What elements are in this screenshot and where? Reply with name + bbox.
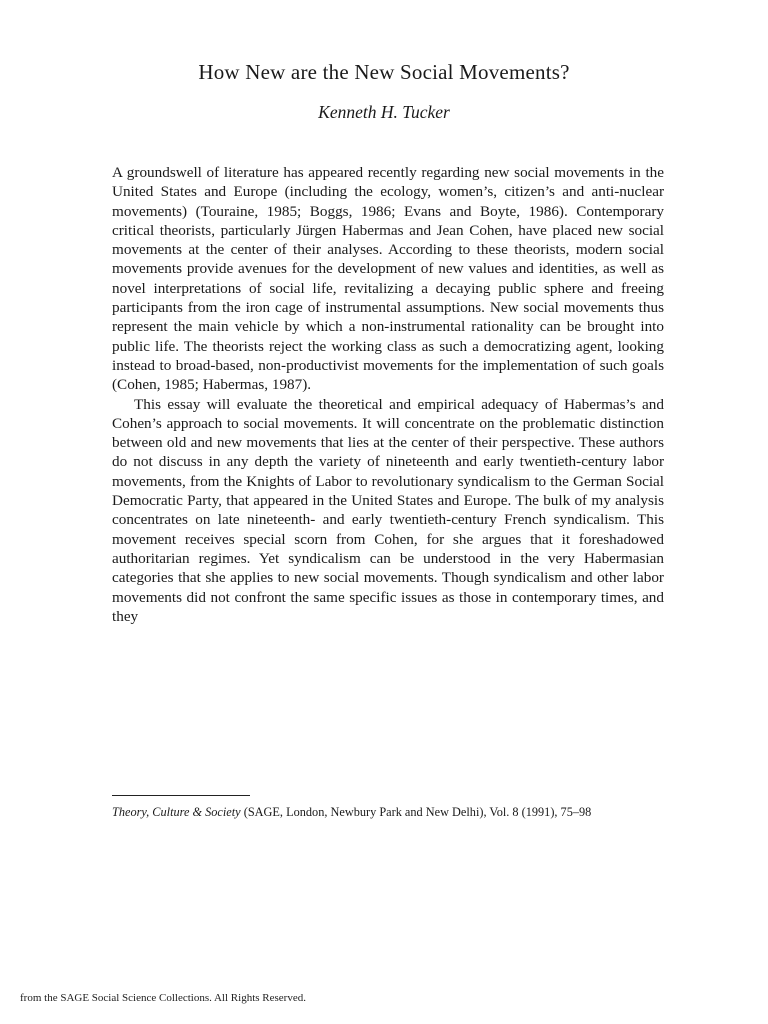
article-body [112,163,664,626]
journal-details: (SAGE, London, Newbury Park and New Delhi), Vol. 8 (1991), 75–98 [240,805,592,819]
article-title: How New are the New Social Movements? [198,60,570,84]
body-paragraph-1: A groundswell of literature has appeared recently regarding new social movements in the United States and Europe (including the ecology, women’s, citizen’s and anti-nuclear movements) (Touraine, 1985; Boggs, 1986; Evans and Boyte, 1986). Contemporary critical theorists, particularly Jürgen Habermas and Jean Cohen, have placed new social movements at the center of their analyses. According to these theorists, modern social movements provide avenues for the development of new values and identities, as well as novel interpretations of social life, revitalizing a decaying public sphere and freeing participants from the iron cage of instrumental assumptions. New social movements thus represent the main vehicle by which a non-instrumental rationality can be brought into public life. The theorists reject the working class as such a democratizing agent, looking instead to broad-based, non-productivist movements for the implementation of such goals (Cohen, 1985; Habermas, 1987). [112,164,664,394]
body-paragraph-2: This essay will evaluate the theoretical and empirical adequacy of Habermas’s and Cohen’s approach to social movements. It will concentrate on the problematic distinction between old and new movements that lies at the center of their perspective. These authors do not discuss in any depth the variety of nineteenth and early twentieth-century labor movements, from the Knights of Labor to revolutionary syndicalism to the German Social Democratic Party, that appeared in the United States and Europe. The bulk of my analysis concentrates on late nineteenth- and early twentieth-century French syndicalism. This movement receives special scorn from Cohen, for she argues that it foreshadowed authoritarian regimes. Yet syndicalism can be understood in the very Habermasian categories that she applies to new social movements. Though syndicalism and other labor movements did not confront the same specific issues as those in contemporary times, and they [112,395,664,625]
citation-footnote [112,804,668,821]
footnote-divider [112,795,250,796]
journal-name: Theory, Culture & Society [112,805,241,819]
article-author: Kenneth H. Tucker [318,102,450,122]
copyright-source-line: from the SAGE Social Science Collections. All Rights Reserved. [20,992,306,1004]
